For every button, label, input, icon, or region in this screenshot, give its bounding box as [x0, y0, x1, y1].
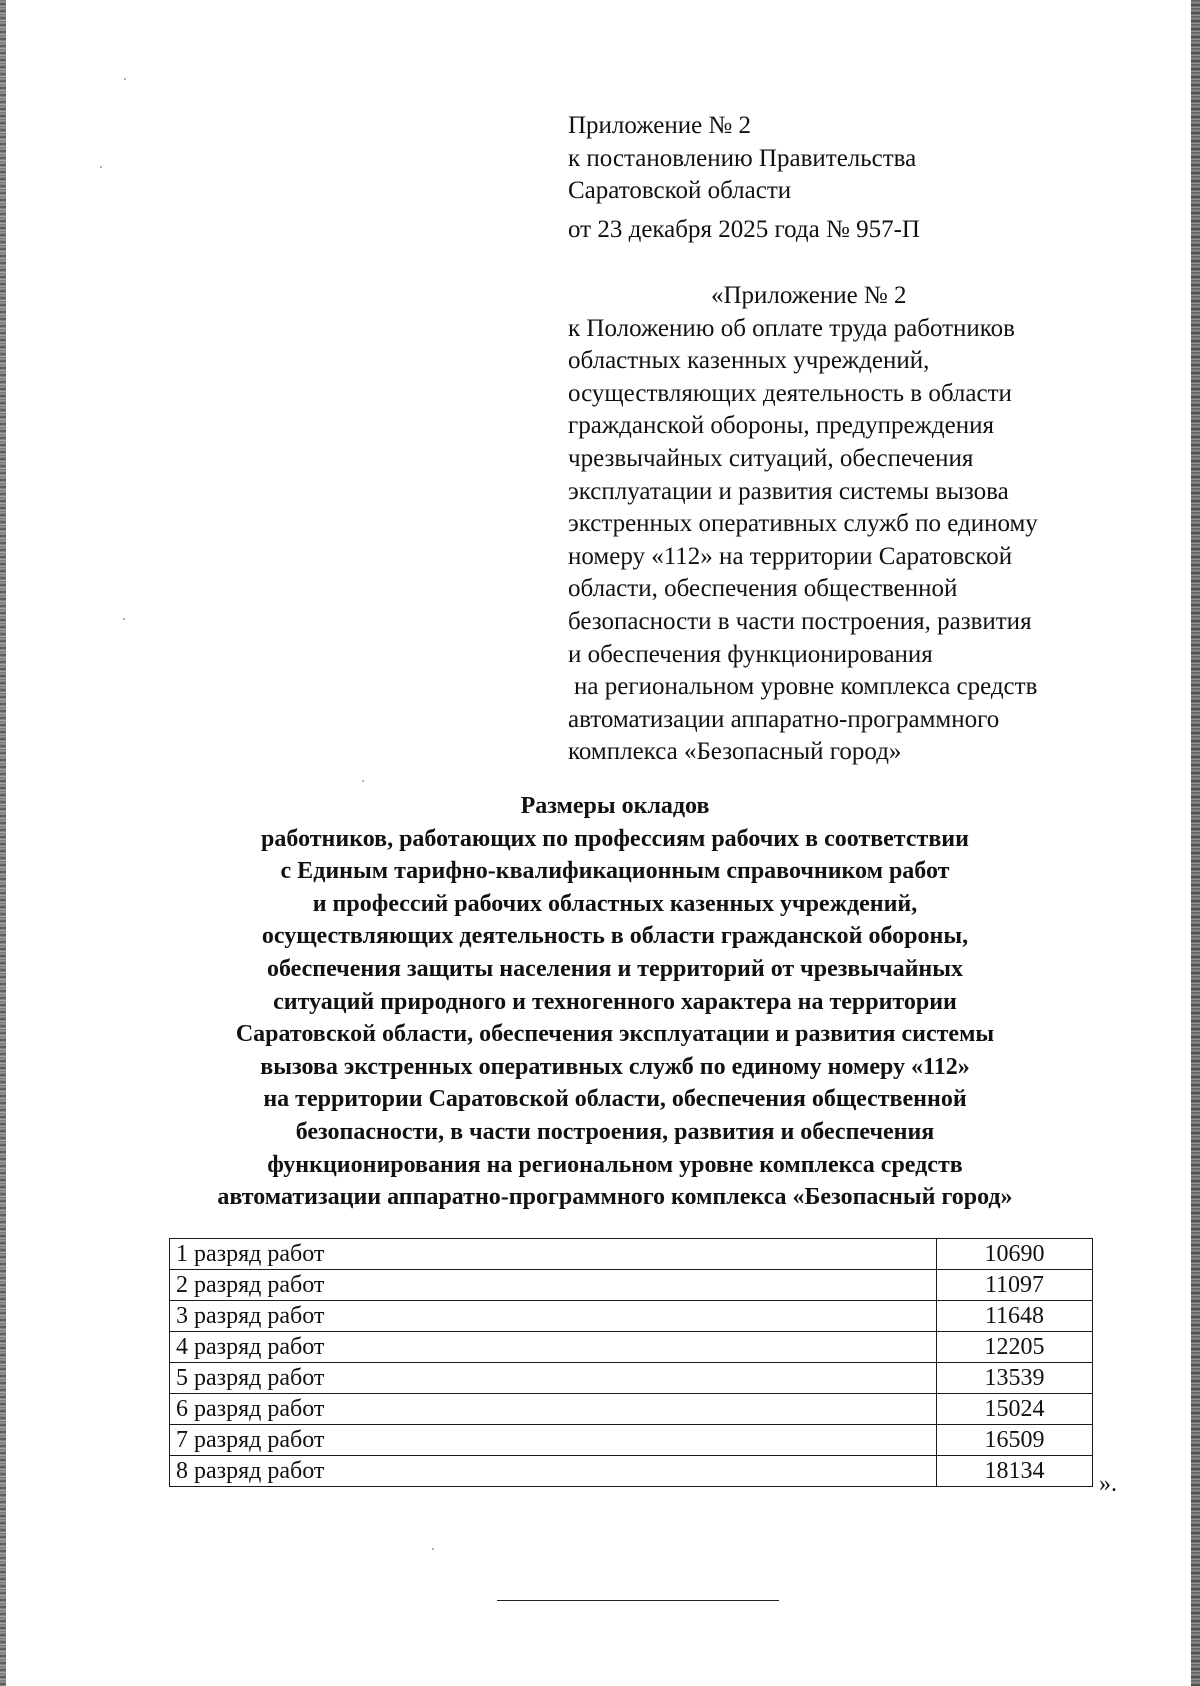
- header-line: Приложение № 2: [568, 112, 752, 139]
- salary-cell: 13539: [937, 1363, 1093, 1394]
- salary-cell: 11648: [937, 1301, 1093, 1332]
- salary-cell: 15024: [937, 1394, 1093, 1425]
- appendix-line: осуществляющих деятельность в области: [568, 379, 1012, 407]
- appendix-line: эксплуатации и развития системы вызова: [568, 477, 1009, 505]
- heading-line: и профессий рабочих областных казенных учреждений,: [312, 890, 918, 917]
- appendix-line: областных казенных учреждений,: [568, 347, 930, 375]
- appendix-line: безопасности в части построения, развития: [568, 607, 1032, 635]
- appendix-line: к Положению об оплате труда работников: [568, 314, 1015, 342]
- scan-speck: [362, 780, 364, 782]
- salary-cell: 16509: [937, 1425, 1093, 1456]
- table-row: [170, 1394, 1093, 1425]
- closing-quote: ».: [1099, 1471, 1117, 1497]
- grade-cell: 7 разряд работ: [170, 1425, 937, 1456]
- grade-cell: 1 разряд работ: [170, 1239, 937, 1270]
- table-row: [170, 1425, 1093, 1456]
- approval-header: [568, 110, 920, 246]
- heading-line: безопасности, в части построения, развития и обеспечения: [295, 1118, 935, 1145]
- heading-line: работников, работающих по профессиям рабочих в соответствии: [261, 825, 969, 852]
- heading-line: вызова экстренных оперативных служб по единому номеру «112»: [260, 1053, 970, 1080]
- grade-cell: 5 разряд работ: [170, 1363, 937, 1394]
- table-row: [170, 1270, 1093, 1301]
- appendix-title: «Приложение № 2: [711, 282, 907, 309]
- salary-table: [169, 1238, 1093, 1487]
- appendix-line: области, обеспечения общественной: [568, 575, 958, 603]
- appendix-line: гражданской обороны, предупреждения: [568, 412, 995, 440]
- salary-cell: 12205: [937, 1332, 1093, 1363]
- grade-cell: 8 разряд работ: [170, 1456, 937, 1487]
- heading-line: ситуаций природного и техногенного характера на территории: [273, 988, 957, 1015]
- heading-line: Саратовской области, обеспечения эксплуатации и развития системы: [235, 1021, 995, 1048]
- document-heading: [150, 790, 1080, 1214]
- scan-edge-left: [0, 0, 6, 1686]
- heading-line: Размеры окладов: [520, 793, 710, 819]
- grade-cell: 4 разряд работ: [170, 1332, 937, 1363]
- appendix-line: чрезвычайных ситуаций, обеспечения: [568, 444, 974, 472]
- header-line: Саратовской области: [568, 177, 792, 205]
- heading-line: на территории Саратовской области, обеспечения общественной: [263, 1086, 967, 1113]
- appendix-line: и обеспечения функционирования: [568, 640, 933, 668]
- appendix-reference: [568, 280, 1038, 769]
- appendix-line: на региональном уровне комплекса средств: [574, 673, 1038, 701]
- scan-speck: [432, 1548, 434, 1550]
- heading-line: функционирования на региональном уровне комплекса средств: [267, 1151, 963, 1178]
- table-row: [170, 1363, 1093, 1394]
- scan-speck: [123, 618, 125, 620]
- table-row: [170, 1456, 1093, 1487]
- heading-line: обеспечения защиты населения и территорий от чрезвычайных: [267, 955, 963, 982]
- table-row: [170, 1239, 1093, 1270]
- scan-speck: [124, 78, 126, 80]
- salary-cell: 18134: [937, 1456, 1093, 1487]
- header-date-line: от 23 декабря 2025 года № 957-П: [568, 215, 920, 243]
- header-line: к постановлению Правительства: [568, 144, 917, 172]
- appendix-line: комплекса «Безопасный город»: [568, 738, 902, 766]
- appendix-line: экстренных оперативных служб по единому: [568, 510, 1038, 538]
- table-row: [170, 1332, 1093, 1363]
- scan-speck: [100, 166, 102, 168]
- heading-line: осуществляющих деятельность в области гражданской обороны,: [261, 923, 969, 950]
- grade-cell: 2 разряд работ: [170, 1270, 937, 1301]
- appendix-line: номеру «112» на территории Саратовской: [568, 542, 1013, 570]
- table-row: [170, 1301, 1093, 1332]
- heading-line: с Единым тарифно-квалификационным справочником работ: [280, 858, 950, 885]
- salary-cell: 11097: [937, 1270, 1093, 1301]
- grade-cell: 6 разряд работ: [170, 1394, 937, 1425]
- salary-cell: 10690: [937, 1239, 1093, 1270]
- grade-cell: 3 разряд работ: [170, 1301, 937, 1332]
- scan-edge-right: [1191, 0, 1200, 1686]
- appendix-line: автоматизации аппаратно-программного: [568, 705, 1000, 733]
- signature-line: [497, 1600, 779, 1601]
- heading-line: автоматизации аппаратно-программного комплекса «Безопасный город»: [217, 1184, 1013, 1211]
